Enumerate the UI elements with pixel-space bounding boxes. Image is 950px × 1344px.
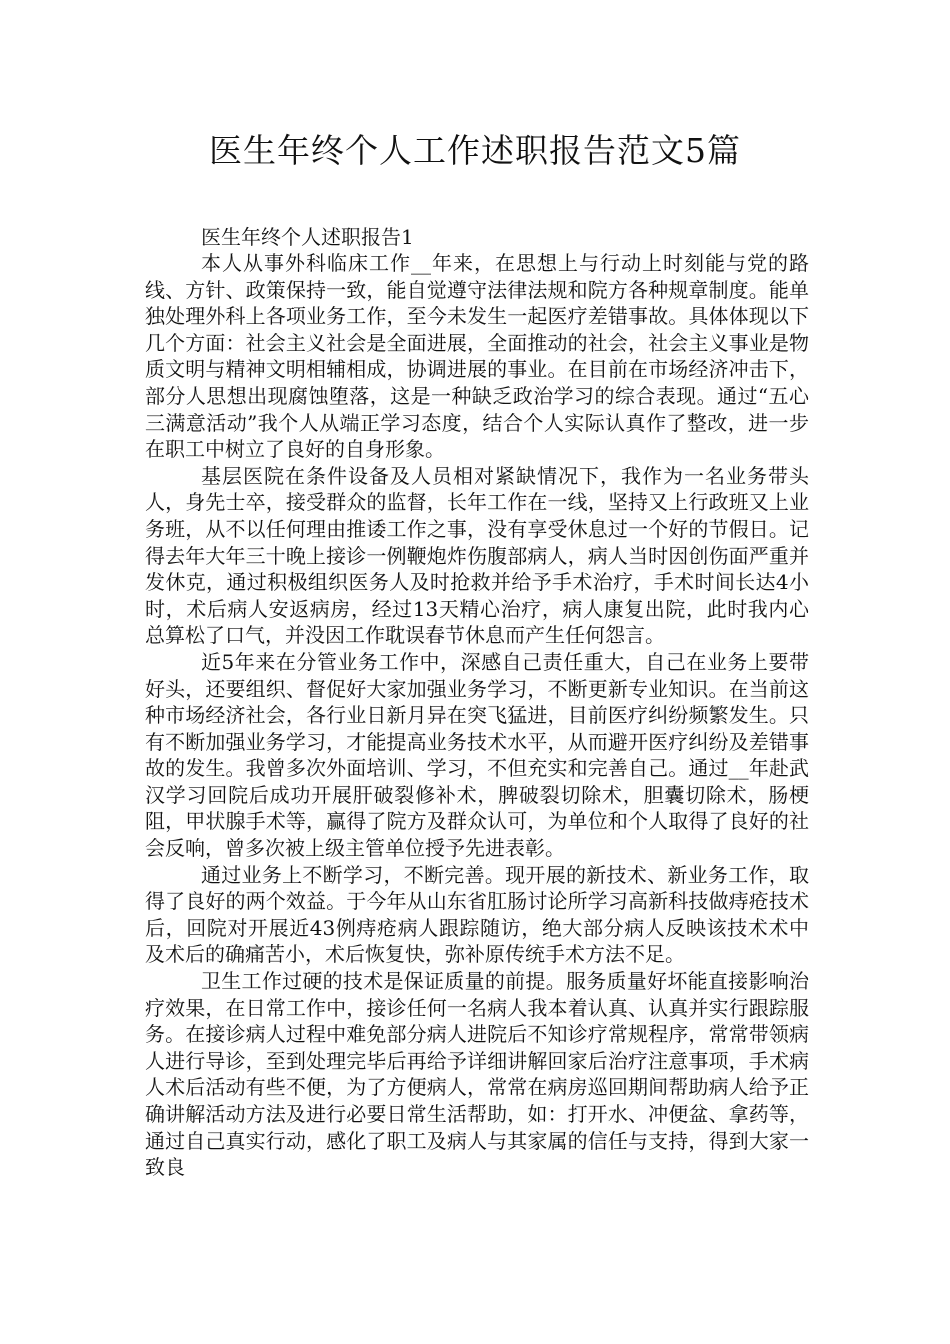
paragraph-5: 卫生工作过硬的技术是保证质量的前提。服务质量好坏能直接影响治疗效果，在日常工作中，接诊任何一名病人我本着认真、认真并实行跟踪服务。在接诊病人过程中难免部分病人进院后不知诊疗常规程序，常常带领病人进行导诊，至到处理完毕后再给予详细讲解回家后治疗注意事项，手术病人术后活动有些不便，为了方便病人，常常在病房巡回期间帮助病人给予正确讲解活动方法及进行必要日常生活帮助，如：打开水、冲便盆、拿药等，通过自己真实行动，感化了职工及病人与其家属的信任与支持，得到大家一致良 — [145, 969, 809, 1180]
paragraph-1: 本人从事外科临床工作__年来，在思想上与行动上时刻能与党的路线、方针、政策保持一致，能自觉遵守法律法规和院方各种规章制度。能单独处理外科上各项业务工作，至今未发生一起医疗差错事故。具体体现以下几个方面：社会主义社会是全面进展，全面推动的社会，社会主义事业是物质文明与精神文明相辅相成，协调进展的事业。在目前在市场经济冲击下，部分人思想出现腐蚀堕落，这是一种缺乏政治学习的综合表现。通过“五心三满意活动”我个人从端正学习态度，结合个人实际认真作了整改，进一步在职工中树立了良好的自身形象。 — [145, 251, 809, 462]
paragraph-4: 通过业务上不断学习，不断完善。现开展的新技术、新业务工作，取得了良好的两个效益。于今年从山东省肛肠讨论所学习高新科技做痔疮技术后，回院对开展近43例痔疮病人跟踪随访，绝大部分病人反映该技术术中及术后的确痛苦小，术后恢复快，弥补原传统手术方法不足。 — [145, 862, 809, 967]
document-title: 医生年终个人工作述职报告范文5篇 — [209, 131, 741, 170]
document-body — [145, 224, 809, 1181]
paragraph-3: 近5年来在分管业务工作中，深感自己责任重大，自己在业务上要带好头，还要组织、督促好大家加强业务学习，不断更新专业知识。在当前这种市场经济社会，各行业日新月异在突飞猛进，目前医疗纠纷频繁发生。只有不断加强业务学习，才能提高业务技术水平，从而避开医疗纠纷及差错事故的发生。我曾多次外面培训、学习，不但充实和完善自己。通过__年赴武汉学习回院后成功开展肝破裂修补术，脾破裂切除术，胆囊切除术，肠梗阻，甲状腺手术等，赢得了院方及群众认可，为单位和个人取得了良好的社会反响，曾多次被上级主管单位授予先进表彰。 — [145, 649, 809, 861]
paragraph-2: 基层医院在条件设备及人员相对紧缺情况下，我作为一名业务带头人，身先士卒，接受群众的监督，长年工作在一线，坚持又上行政班又上业务班，从不以任何理由推诿工作之事，没有享受休息过一个好的节假日。记得去年大年三十晚上接诊一例鞭炮炸伤腹部病人，病人当时因创伤面严重并发休克，通过积极组织医务人及时抢救并给予手术治疗，手术时间长达4小时，术后病人安返病房，经过13天精心治疗，病人康复出院，此时我内心总算松了口气，并没因工作耽误春节休息而产生任何怨言。 — [145, 463, 809, 648]
section-heading: 医生年终个人述职报告1 — [201, 225, 414, 249]
